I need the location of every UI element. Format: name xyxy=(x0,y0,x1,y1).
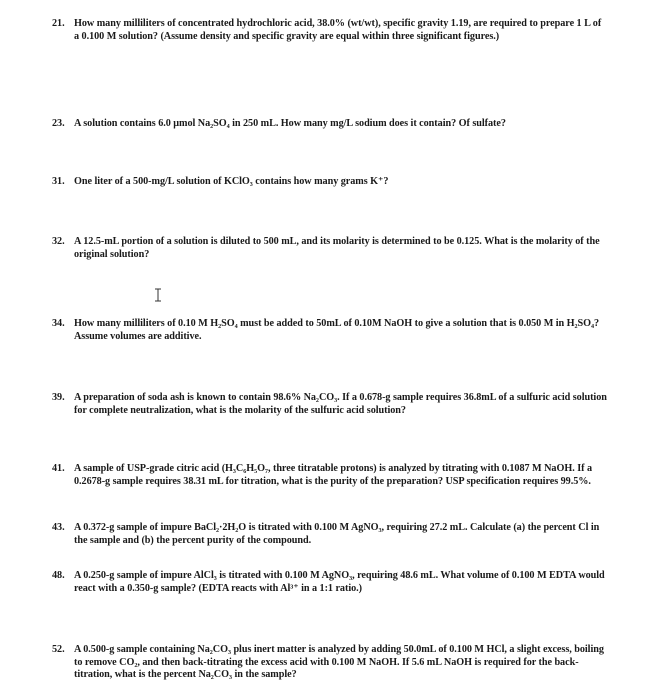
problem-number: 48. xyxy=(52,570,65,581)
problem-number: 21. xyxy=(52,18,65,29)
problem-text: How many milliliters of 0.10 M H₂SO₄ must be added to 50mL of 0.10M NaOH to give a solution that is 0.050 M in H₂SO₄? Assume volumes are additive. xyxy=(74,318,600,342)
problem-31 xyxy=(52,176,608,189)
problem-number: 41. xyxy=(52,463,65,474)
problem-32 xyxy=(52,236,608,261)
problem-23 xyxy=(52,118,608,131)
problem-text: How many milliliters of concentrated hydrochloric acid, 38.0% (wt/wt), specific gravity 1.19, are required to prepare 1 L of a 0.100 M solution? (Assume density and specific gravity are equal within three significant figures.) xyxy=(74,18,602,42)
problem-39 xyxy=(52,392,608,417)
problem-41 xyxy=(52,463,608,488)
problem-52 xyxy=(52,644,608,682)
problem-text: A preparation of soda ash is known to contain 98.6% Na₂CO₃. If a 0.678-g sample requires 36.8mL of a sulfuric acid solution for complete neutralization, what is the molarity of the sulfuric acid solution? xyxy=(74,392,607,416)
problem-text: A 12.5-mL portion of a solution is diluted to 500 mL, and its molarity is determined to be 0.125. What is the molarity of the original solution? xyxy=(74,236,600,260)
text-cursor-icon xyxy=(154,288,162,302)
problem-number: 34. xyxy=(52,318,65,329)
problem-text: A sample of USP-grade citric acid (H₃C₆H₅O₇, three titratable protons) is analyzed by titrating with 0.1087 M NaOH. If a 0.2678-g sample requires 38.31 mL for titration, what is the purity of the preparation? USP specification requires 99.5%. xyxy=(74,463,592,487)
problem-text: A 0.372-g sample of impure BaCl₂·2H₂O is titrated with 0.100 M AgNO₃, requiring 27.2 mL. Calculate (a) the percent Cl in the sample and (b) the percent purity of the compound. xyxy=(74,522,600,546)
problem-text: A 0.500-g sample containing Na₂CO₃ plus inert matter is analyzed by adding 50.0mL of 0.100 M HCl, a slight excess, boiling to remove CO₂, and then back-titrating the excess acid with 0.100 M NaOH. If 5.6 mL NaOH is required for the back-titration, what is the percent Na₂CO₃ in the sample? xyxy=(74,644,604,681)
problem-48 xyxy=(52,570,608,595)
problem-number: 39. xyxy=(52,392,65,403)
problem-43 xyxy=(52,522,608,547)
problem-text: One liter of a 500-mg/L solution of KClO₃ contains how many grams K⁺? xyxy=(74,176,389,187)
problem-number: 43. xyxy=(52,522,65,533)
problem-number: 31. xyxy=(52,176,65,187)
problem-21 xyxy=(52,18,608,43)
problem-text: A 0.250-g sample of impure AlCl₃ is titrated with 0.100 M AgNO₃, requiring 48.6 mL. What volume of 0.100 M EDTA would react with a 0.350-g sample? (EDTA reacts with Al³⁺ in a 1:1 ratio.) xyxy=(74,570,605,594)
problem-number: 32. xyxy=(52,236,65,247)
problem-number: 23. xyxy=(52,118,65,129)
problem-text: A solution contains 6.0 μmol Na₂SO₄ in 250 mL. How many mg/L sodium does it contain? Of sulfate? xyxy=(74,118,506,129)
problem-34 xyxy=(52,318,608,343)
problem-number: 52. xyxy=(52,644,65,655)
